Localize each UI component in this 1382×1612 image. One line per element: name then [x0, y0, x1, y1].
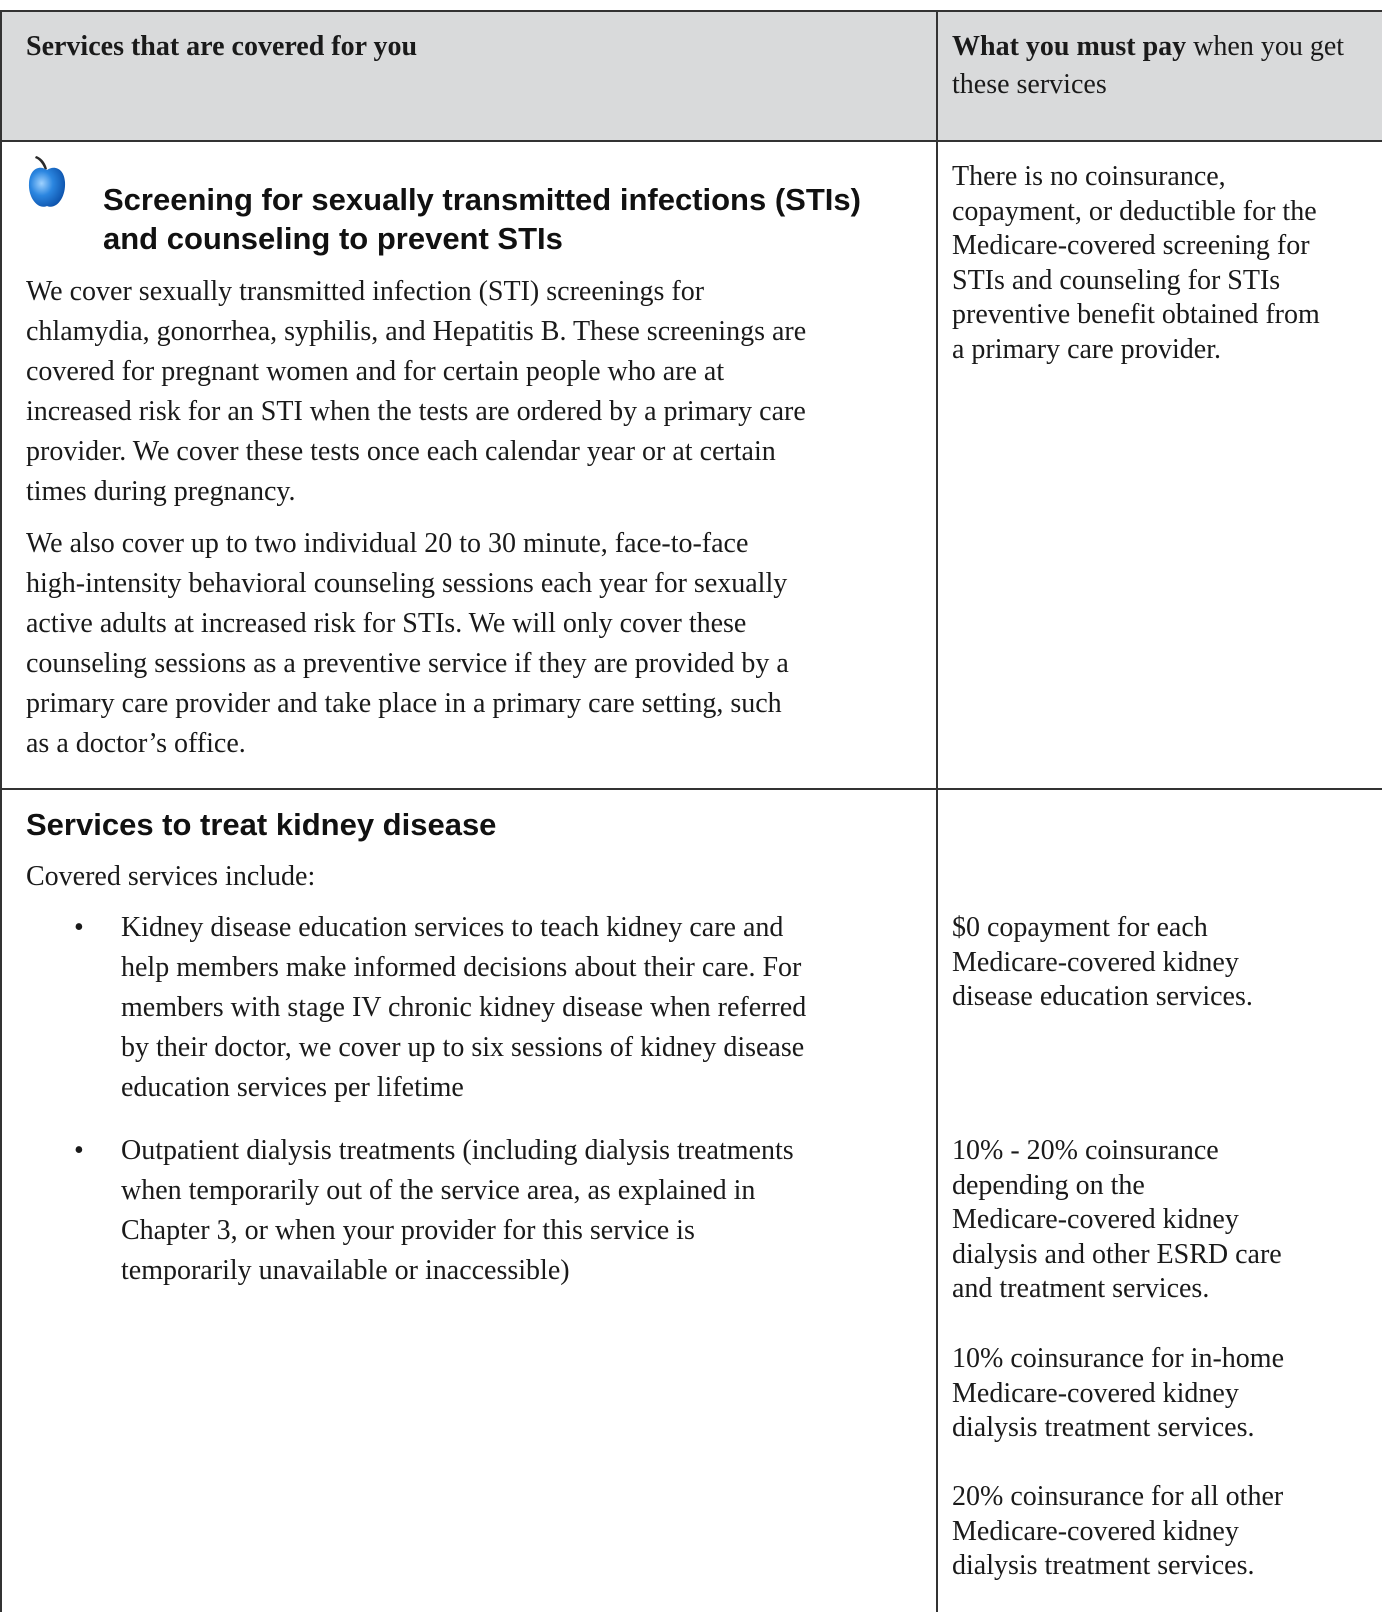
text-line: Medicare-covered kidney [952, 1515, 1239, 1547]
column-header-services: Services that are covered for you [26, 31, 418, 62]
text-line: counseling sessions as a preventive service if they are provided by a [26, 648, 789, 679]
kidney-payment-dialysis [952, 1134, 1282, 1307]
text-line: There is no coinsurance, [952, 161, 1226, 192]
bullet-symbol: • [74, 1135, 84, 1166]
kidney-item-education [121, 908, 806, 1108]
text-line: 10% - 20% coinsurance [952, 1135, 1219, 1166]
text-line: covered for pregnant women and for certain people who are at [26, 356, 725, 387]
text-line: Medicare-covered kidney [952, 1204, 1239, 1235]
text-line: active adults at increased risk for STIs. We will only cover these [26, 608, 747, 639]
text-line: Medicare-covered kidney [952, 946, 1239, 978]
text-line: dialysis and other ESRD care [952, 1238, 1282, 1270]
text-line: primary care provider and take place in a primary care setting, such [26, 688, 782, 719]
apple-icon [26, 156, 68, 212]
kidney-item-dialysis [121, 1131, 794, 1291]
kidney-intro: Covered services include: [26, 861, 316, 892]
text-line: Chapter 3, or when your provider for this service is [121, 1215, 695, 1246]
text-line: depending on the [952, 1169, 1145, 1201]
text-line: temporarily unavailable or inaccessible) [121, 1255, 570, 1286]
text-line: We also cover up to two individual 20 to 30 minute, face-to-face [26, 528, 749, 559]
header-row-divider [0, 140, 1382, 142]
text-line: members with stage IV chronic kidney disease when referred [121, 992, 807, 1023]
kidney-payment-in-home [952, 1342, 1284, 1446]
text-line: preventive benefit obtained from [952, 299, 1320, 330]
kidney-payment-education [952, 911, 1253, 1015]
bullet-symbol: • [74, 912, 84, 943]
text-line: copayment, or deductible for the [952, 195, 1317, 227]
text-line: when temporarily out of the service area, as explained in [121, 1175, 756, 1206]
column-header-payment-rest: when you get these services [952, 31, 1345, 100]
text-line: chlamydia, gonorrhea, syphilis, and Hepatitis B. These screenings are [26, 316, 807, 347]
text-line: by their doctor, we cover up to six sessions of kidney disease [121, 1032, 805, 1063]
text-line: education services per lifetime [121, 1072, 464, 1103]
text-line: We cover sexually transmitted infection (STI) screenings for [26, 276, 705, 307]
text-line: 10% coinsurance for in-home [952, 1343, 1284, 1374]
sti-title-line2: and counseling to prevent STIs [103, 221, 563, 256]
text-line: as a doctor’s office. [26, 728, 246, 759]
text-line: STIs and counseling for STIs [952, 264, 1281, 296]
kidney-title: Services to treat kidney disease [26, 807, 497, 842]
column-header-payment [952, 28, 1372, 104]
sti-title-line1: Screening for sexually transmitted infections (STIs) [103, 182, 861, 217]
text-line: high-intensity behavioral counseling sessions each year for sexually [26, 568, 788, 599]
text-line: Kidney disease education services to teach kidney care and [121, 912, 784, 943]
column-header-payment-bold: What you must pay [952, 31, 1187, 62]
text-line: Medicare-covered screening for [952, 230, 1310, 261]
sti-paragraph-1 [26, 272, 806, 512]
text-line: Medicare-covered kidney [952, 1377, 1239, 1409]
sti-paragraph-2 [26, 524, 789, 764]
text-line: and treatment services. [952, 1273, 1210, 1304]
text-line: help members make informed decisions about their care. For [121, 952, 802, 983]
text-line: $0 copayment for each [952, 912, 1208, 943]
text-line: provider. We cover these tests once each calendar year or at certain [26, 436, 776, 467]
text-line: a primary care provider. [952, 333, 1221, 365]
text-line: increased risk for an STI when the tests are ordered by a primary care [26, 396, 806, 427]
kidney-payment-other [952, 1480, 1283, 1584]
row-divider [0, 788, 1382, 790]
column-divider [936, 10, 938, 1612]
text-line: 20% coinsurance for all other [952, 1481, 1284, 1512]
text-line: Outpatient dialysis treatments (including dialysis treatments [121, 1135, 794, 1166]
text-line: dialysis treatment services. [952, 1412, 1255, 1443]
text-line: disease education services. [952, 981, 1253, 1012]
text-line: dialysis treatment services. [952, 1550, 1255, 1581]
sti-payment [952, 160, 1320, 367]
text-line: times during pregnancy. [26, 476, 296, 507]
